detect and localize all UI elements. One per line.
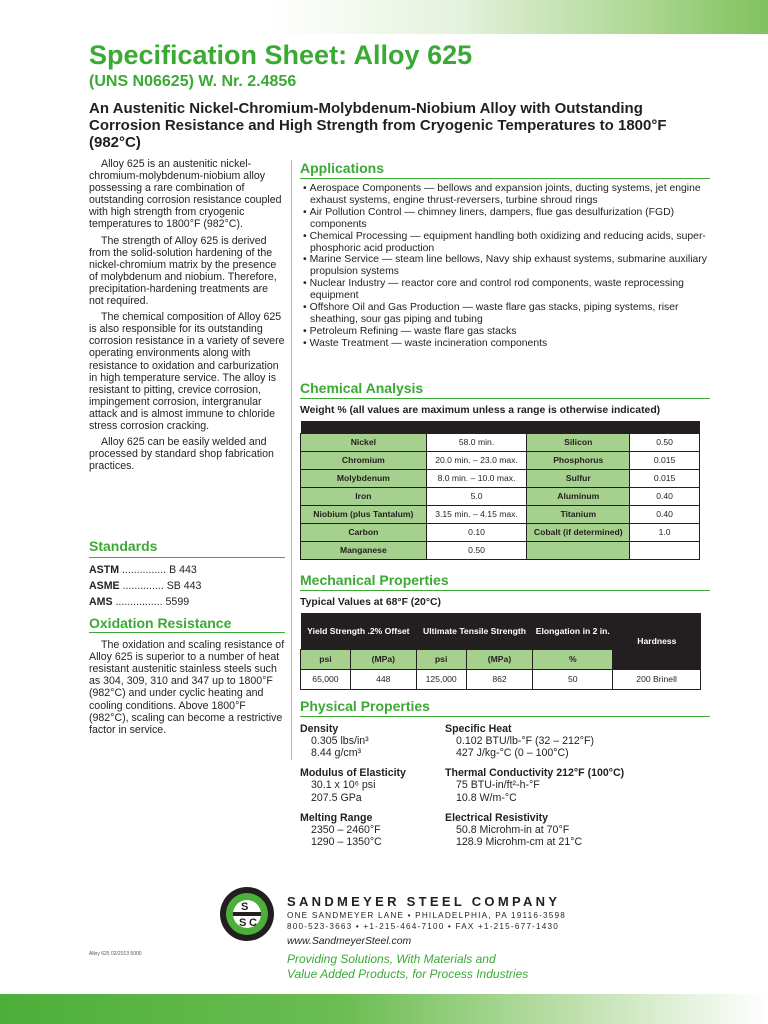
value-cell: 50 xyxy=(533,669,613,689)
column-header: Yield Strength .2% Offset xyxy=(301,613,417,649)
logo-letter: S xyxy=(239,917,247,929)
intro-text xyxy=(89,158,285,476)
property-value: 30.1 x 10⁶ psi xyxy=(311,779,376,792)
table-header-bar xyxy=(301,421,427,433)
element-value-cell: 0.10 xyxy=(426,523,527,541)
element-value-cell: 0.015 xyxy=(630,451,700,469)
standard-org: AMS xyxy=(89,596,113,608)
mechanical-properties-section xyxy=(300,572,710,690)
table-row xyxy=(301,541,700,559)
application-item: • Offshore Oil and Gas Production — waste flare gas stacks, piping systems, riser sheathing, sour gas piping and tubing xyxy=(300,302,710,326)
table-header-bar xyxy=(426,421,527,433)
element-name-cell: Manganese xyxy=(301,541,427,559)
table-row xyxy=(301,487,700,505)
standards-section xyxy=(89,538,285,610)
tagline-line: Providing Solutions, With Materials and xyxy=(287,952,496,966)
leader-dots: ............... xyxy=(119,564,170,576)
logo-letter: S xyxy=(241,901,249,913)
property-value: 207.5 GPa xyxy=(311,791,362,804)
element-value-cell: 0.015 xyxy=(630,469,700,487)
value-cell: 65,000 xyxy=(301,669,351,689)
physical-property xyxy=(445,812,685,848)
leader-dots: .............. xyxy=(119,580,167,592)
property-value: 128.9 Microhm-cm at 21°C xyxy=(456,836,583,849)
mechanical-caption: Typical Values at 68°F (20°C) xyxy=(300,597,441,608)
element-value-cell: 0.50 xyxy=(426,541,527,559)
element-value-cell: 8.0 min. – 10.0 max. xyxy=(426,469,527,487)
element-value-cell: 0.50 xyxy=(630,433,700,451)
standard-org: ASTM xyxy=(89,564,120,576)
uns-designation: (UNS N06625) W. Nr. 2.4856 xyxy=(89,73,297,90)
property-name: Electrical Resistivity xyxy=(445,811,549,824)
physical-properties-section xyxy=(300,698,710,848)
element-name-cell: Iron xyxy=(301,487,427,505)
element-value-cell: 0.40 xyxy=(630,505,700,523)
property-name: Melting Range xyxy=(300,811,373,824)
element-name-cell: Carbon xyxy=(301,523,427,541)
element-name-cell xyxy=(527,541,630,559)
chemical-heading: Chemical Analysis xyxy=(300,380,710,399)
company-address: ONE SANDMEYER LANE • PHILADELPHIA, PA 19116-3598 xyxy=(287,911,567,920)
table-row xyxy=(301,505,700,523)
table-row xyxy=(301,523,700,541)
column-divider xyxy=(291,160,292,760)
standards-heading: Standards xyxy=(89,538,285,558)
standard-value: SB 443 xyxy=(166,580,202,592)
applications-heading: Applications xyxy=(300,160,710,179)
table-row xyxy=(301,433,700,451)
application-item: • Air Pollution Control — chimney liners, dampers, flue gas desulfurization (FGD) components xyxy=(300,207,710,231)
property-value: 10.8 W/m-°C xyxy=(456,791,517,804)
property-value: 8.44 g/cm³ xyxy=(311,747,362,760)
element-name-cell: Aluminum xyxy=(527,487,630,505)
physical-property xyxy=(445,723,685,759)
company-logo-icon xyxy=(219,886,275,942)
element-name-cell: Sulfur xyxy=(527,469,630,487)
leader-dots: ................ xyxy=(112,596,166,608)
unit-cell: (MPa) xyxy=(350,649,416,669)
column-header: Ultimate Tensile Strength xyxy=(416,613,533,649)
physical-heading: Physical Properties xyxy=(300,698,710,717)
element-name-cell: Nickel xyxy=(301,433,427,451)
physical-property xyxy=(445,767,685,803)
company-website-link[interactable]: www.SandmeyerSteel.com xyxy=(287,936,412,947)
property-value: 75 BTU-in/ft²-h-°F xyxy=(456,779,540,792)
chemical-table xyxy=(300,421,700,560)
application-item: • Nuclear Industry — reactor core and control rod components, waste reprocessing equipment xyxy=(300,278,710,302)
standard-value: B 443 xyxy=(169,564,197,576)
element-name-cell: Cobalt (if determined) xyxy=(527,523,630,541)
element-value-cell: 5.0 xyxy=(426,487,527,505)
unit-cell: (MPa) xyxy=(466,649,533,669)
property-value: 50.8 Microhm-in at 70°F xyxy=(456,823,570,836)
intro-paragraph: Alloy 625 can be easily welded and processed by standard shop fabrication practices. xyxy=(89,436,274,473)
intro-paragraph: Alloy 625 is an austenitic nickel-chromium-molybdenum-niobium alloy possessing a rare combination of outstanding corrosion resistance coupled with high strength from cryogenic temperatures to 1800°F (982°C). xyxy=(89,158,282,231)
value-cell: 200 Brinell xyxy=(613,669,701,689)
table-row xyxy=(301,451,700,469)
element-name-cell: Chromium xyxy=(301,451,427,469)
property-name: Modulus of Elasticity xyxy=(300,767,406,780)
table-row xyxy=(301,469,700,487)
application-item: • Marine Service — steam line bellows, Navy ship exhaust systems, submarine auxiliary propulsion systems xyxy=(300,254,710,278)
company-name: SANDMEYER STEEL COMPANY xyxy=(287,894,561,909)
element-name-cell: Titanium xyxy=(527,505,630,523)
standard-row xyxy=(89,594,285,610)
property-value: 2350 – 2460°F xyxy=(311,823,381,836)
value-cell: 448 xyxy=(350,669,416,689)
tagline-line: Value Added Products, for Process Industries xyxy=(287,967,529,981)
physical-property xyxy=(300,812,445,848)
value-cell: 862 xyxy=(466,669,533,689)
mechanical-table xyxy=(300,613,701,690)
standard-value: 5599 xyxy=(165,596,190,608)
unit-cell: psi xyxy=(301,649,351,669)
physical-property xyxy=(300,723,445,759)
standard-org: ASME xyxy=(89,580,120,592)
page-title: Specification Sheet: Alloy 625 xyxy=(89,40,473,70)
element-name-cell: Silicon xyxy=(527,433,630,451)
property-name: Thermal Conductivity 212°F (100°C) xyxy=(445,767,625,780)
element-name-cell: Niobium (plus Tantalum) xyxy=(301,505,427,523)
unit-cell: psi xyxy=(416,649,466,669)
oxidation-section xyxy=(89,617,285,736)
company-phones: 800-523-3663 • +1-215-464-7100 • FAX +1-215-677-1430 xyxy=(287,922,560,931)
property-value: 0.102 BTU/lb-°F (32 – 212°F) xyxy=(456,735,595,747)
application-item: • Waste Treatment — waste incineration components xyxy=(300,338,710,350)
value-cell: 125,000 xyxy=(416,669,466,689)
property-value: 427 J/kg-°C (0 – 100°C) xyxy=(456,747,569,760)
standard-row xyxy=(89,578,285,594)
element-value-cell: 3.15 min. – 4.15 max. xyxy=(426,505,527,523)
property-value: 0.305 lbs/in³ xyxy=(311,735,369,747)
intro-paragraph: The strength of Alloy 625 is derived from the solid-solution hardening of the nickel-chromium matrix by the presence of molybdenum and niobium. Therefore, precipitation-hardening treatments are not required. xyxy=(89,234,277,308)
element-name-cell: Molybdenum xyxy=(301,469,427,487)
physical-property xyxy=(300,767,445,803)
element-value-cell: 20.0 min. – 23.0 max. xyxy=(426,451,527,469)
application-item: • Chemical Processing — equipment handling both oxidizing and reducing acids, super-phosphoric acid production xyxy=(300,231,710,255)
applications-section xyxy=(300,160,710,350)
property-name: Density xyxy=(300,723,339,735)
application-item: • Petroleum Refining — waste flare gas stacks xyxy=(300,326,710,338)
intro-paragraph: The chemical composition of Alloy 625 is also responsible for its outstanding corrosion resistance in a variety of severe operating environments along with resistance to oxidation and carburization in high temperature service. The alloy is resistant to pitting, crevice corrosion, impingement corrosion, intergranular attack and is almost immune to chloride stress corrosion cracking. xyxy=(89,311,285,432)
mechanical-heading: Mechanical Properties xyxy=(300,572,710,591)
company-tagline xyxy=(287,952,528,982)
applications-list xyxy=(300,183,710,350)
table-header-bar xyxy=(630,421,700,433)
physical-grid xyxy=(300,723,710,848)
chemical-caption: Weight % (all values are maximum unless a range is otherwise indicated) xyxy=(300,405,661,416)
property-name: Specific Heat xyxy=(445,723,512,735)
chemical-analysis-section xyxy=(300,380,710,560)
page-subtitle: An Austenitic Nickel-Chromium-Molybdenum-Niobium Alloy with Outstanding Corrosion Resistance and High Strength from Cryogenic Temperatures to 1800°F (982°C) xyxy=(89,100,667,151)
unit-cell: % xyxy=(533,649,613,669)
element-value-cell: 0.40 xyxy=(630,487,700,505)
footer-gradient-band xyxy=(0,994,768,1024)
column-header: Elongation in 2 in. xyxy=(533,613,613,649)
column-header: Hardness xyxy=(613,613,701,669)
standard-row xyxy=(89,562,285,578)
oxidation-heading: Oxidation Resistance xyxy=(89,617,285,633)
element-value-cell: 1.0 xyxy=(630,523,700,541)
header-gradient-band xyxy=(0,0,768,34)
table-header-bar xyxy=(527,421,630,433)
element-name-cell: Phosphorus xyxy=(527,451,630,469)
application-item: • Aerospace Components — bellows and expansion joints, ducting systems, jet engine exhaust systems, engine thrust-reversers, turbine shroud rings xyxy=(300,183,710,207)
logo-letter: C xyxy=(249,917,257,929)
element-value-cell xyxy=(630,541,700,559)
property-value: 1290 – 1350°C xyxy=(311,836,382,849)
document-number: Alloy 625 02/2013 5000 xyxy=(89,951,142,957)
oxidation-text: The oxidation and scaling resistance of Alloy 625 is superior to a number of heat resistant austenitic stainless steels such as 304, 309, 310 and 347 up to 1800°F (982°C) and under cyclic heating and cooling conditions. Above 1800°F (982°C), scaling can become a restrictive factor in service. xyxy=(89,639,285,736)
element-value-cell: 58.0 min. xyxy=(426,433,527,451)
